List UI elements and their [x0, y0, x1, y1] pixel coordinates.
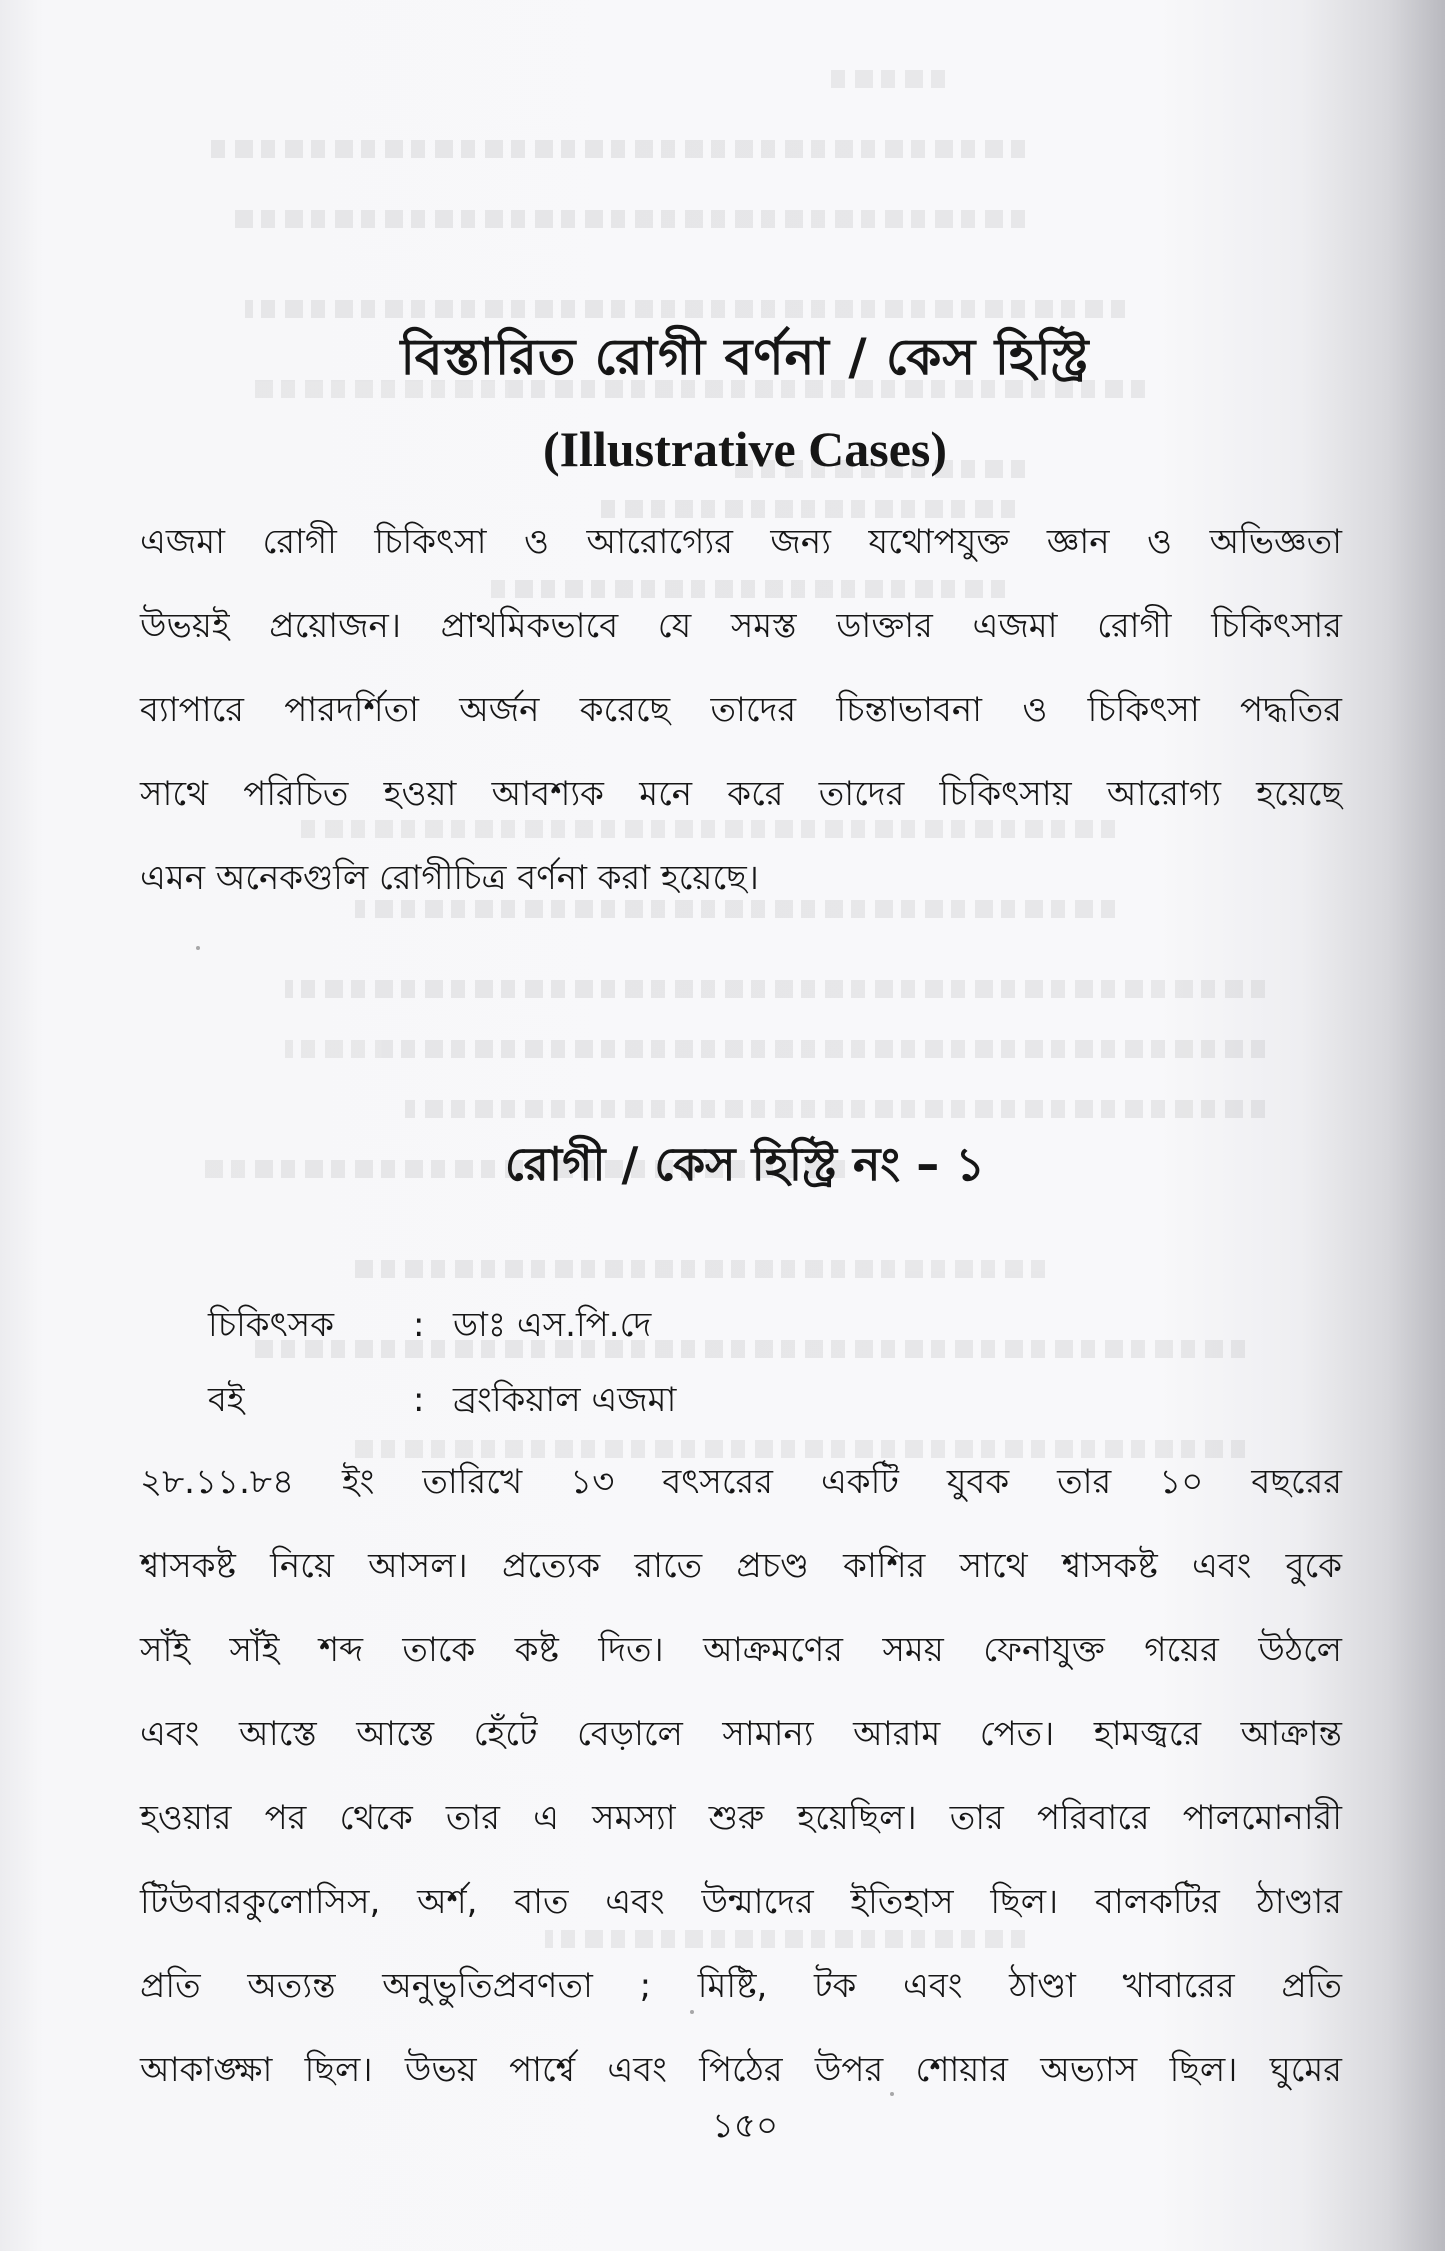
intro-paragraph — [140, 500, 1342, 920]
intro-line: উভয়ই প্রয়োজন। প্রাথমিকভাবে যে সমস্ত ডাক্তার এজমা রোগী চিকিৎসার — [140, 606, 1342, 646]
print-speck — [196, 946, 200, 950]
case-line: হওয়ার পর থেকে তার এ সমস্যা শুরু হয়েছিল। তার পরিবারে পালমোনারী — [140, 1798, 1342, 1838]
section-title-bengali: বিস্তারিত রোগী বর্ণনা / কেস হিস্ট্রি — [400, 328, 1090, 386]
case-paragraph — [140, 1440, 1342, 2112]
page-number: ১৫০ — [711, 2106, 779, 2146]
doctor-row — [208, 1290, 651, 1360]
book-separator: : — [413, 1380, 425, 1420]
intro-line: ব্যাপারে পারদর্শিতা অর্জন করেছে তাদের চিন্তাভাবনা ও চিকিৎসা পদ্ধতির — [140, 690, 1342, 730]
book-row — [208, 1365, 676, 1435]
case-line: শ্বাসকষ্ট নিয়ে আসল। প্রত্যেক রাতে প্রচণ্ড কাশির সাথে শ্বাসকষ্ট এবং বুকে — [140, 1546, 1342, 1586]
case-line: এবং আস্তে আস্তে হেঁটে বেড়ালে সামান্য আরাম পেত। হামজ্বরে আক্রান্ত — [140, 1714, 1342, 1754]
intro-line: এমন অনেকগুলি রোগীচিত্র বর্ণনা করা হয়েছে। — [140, 858, 759, 898]
book-value: ব্রংকিয়াল এজমা — [453, 1380, 677, 1420]
print-speck — [890, 2092, 894, 2096]
case-history-title: রোগী / কেস হিস্ট্রি নং – ১ — [504, 1137, 986, 1191]
case-line: সাঁই সাঁই শব্দ তাকে কষ্ট দিত। আক্রমণের সময় ফেনাযুক্ত গয়ের উঠলে — [140, 1630, 1342, 1670]
doctor-label: চিকিৎসক — [208, 1305, 335, 1345]
print-speck — [690, 2010, 694, 2014]
case-line: ২৮.১১.৮৪ ইং তারিখে ১৩ বৎসরের একটি যুবক তার ১০ বছরের — [140, 1462, 1342, 1502]
doctor-separator: : — [413, 1305, 425, 1345]
intro-line: সাথে পরিচিত হওয়া আবশ্যক মনে করে তাদের চিকিৎসায় আরোগ্য হয়েছে — [140, 774, 1342, 814]
case-line: টিউবারকুলোসিস, অর্শ, বাত এবং উন্মাদের ইতিহাস ছিল। বালকটির ঠাণ্ডার — [140, 1882, 1342, 1922]
intro-line: এজমা রোগী চিকিৎসা ও আরোগ্যের জন্য যথোপযুক্ত জ্ঞান ও অভিজ্ঞতা — [140, 522, 1342, 562]
section-title-english: (Illustrative Cases) — [542, 421, 948, 477]
book-label: বই — [208, 1380, 245, 1420]
doctor-value: ডাঃ এস.পি.দে — [453, 1305, 652, 1345]
case-line: প্রতি অত্যন্ত অনুভুতিপ্রবণতা ; মিষ্টি, টক এবং ঠাণ্ডা খাবারের প্রতি — [140, 1966, 1342, 2006]
case-line: আকাঙ্ক্ষা ছিল। উভয় পার্শ্বে এবং পিঠের উপর শোয়ার অভ্যাস ছিল। ঘুমের — [140, 2050, 1342, 2090]
